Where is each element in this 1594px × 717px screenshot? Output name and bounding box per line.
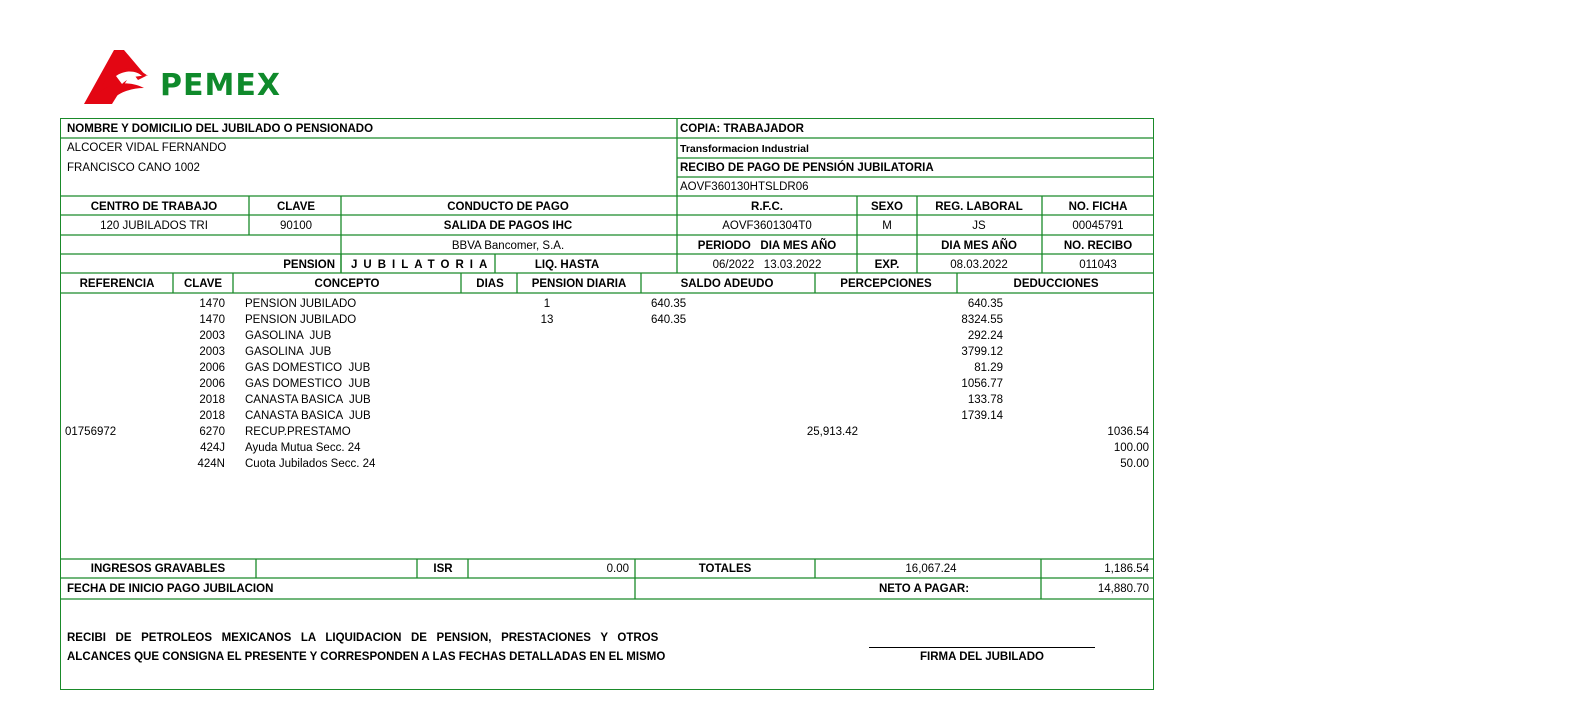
fecha-inicio-label: FECHA DE INICIO PAGO JUBILACION bbox=[67, 583, 274, 595]
copy-label: COPIA: TRABAJADOR bbox=[680, 123, 804, 135]
sexo-value: M bbox=[882, 220, 892, 232]
receipt-statement-line2: ALCANCES QUE CONSIGNA EL PRESENTE Y CORRESPONDEN A LAS FECHAS DETALLADAS EN EL MISMO bbox=[67, 651, 666, 663]
row-4-clave: 2006 bbox=[199, 362, 225, 374]
centro-label: CENTRO DE TRABAJO bbox=[90, 201, 218, 213]
signature-label: FIRMA DEL JUBILADO bbox=[920, 651, 1044, 663]
pensioner-code: AOVF360130HTSLDR06 bbox=[680, 181, 809, 193]
ficha-value: 00045791 bbox=[1072, 220, 1124, 232]
clave-value: 90100 bbox=[280, 220, 312, 232]
receipt-statement-line1: RECIBI DE PETROLEOS MEXICANOS LA LIQUIDACION DE PENSION, PRESTACIONES Y OTROS bbox=[67, 632, 659, 644]
isr-label: ISR bbox=[433, 563, 453, 575]
percepciones-total: 16,067.24 bbox=[905, 563, 957, 575]
col-saldo-adeudo: SALDO ADEUDO bbox=[680, 278, 774, 290]
exp-value: 08.03.2022 bbox=[950, 259, 1008, 271]
row-3-percepcion: 3799.12 bbox=[961, 346, 1003, 358]
rfc-label: R.F.C. bbox=[751, 201, 783, 213]
liq-hasta-label: LIQ. HASTA bbox=[534, 259, 600, 271]
signature-line bbox=[869, 647, 1095, 648]
row-1-pension-diaria: 13 bbox=[540, 314, 554, 326]
row-8-deduccion: 1036.54 bbox=[1107, 426, 1149, 438]
row-4-percepcion: 81.29 bbox=[974, 362, 1003, 374]
col-referencia: REFERENCIA bbox=[79, 278, 155, 290]
row-7-percepcion: 1739.14 bbox=[961, 410, 1003, 422]
organization: Transformacion Industrial bbox=[680, 143, 809, 155]
recibo-value: 011043 bbox=[1079, 259, 1117, 271]
row-3-concepto: GASOLINA JUB bbox=[245, 346, 332, 358]
rfc-value: AOVF3601304T0 bbox=[722, 220, 812, 232]
row-5-concepto: GAS DOMESTICO JUB bbox=[245, 378, 371, 390]
col-clave: CLAVE bbox=[183, 278, 223, 290]
clave-label: CLAVE bbox=[276, 201, 316, 213]
row-9-deduccion: 100.00 bbox=[1113, 442, 1149, 454]
dia-mes-ano-label: DIA MES AÑO bbox=[941, 240, 1017, 252]
row-1-saldo: 640.35 bbox=[651, 314, 687, 326]
pensioner-name: ALCOCER VIDAL FERNANDO bbox=[67, 142, 227, 154]
pemex-logo bbox=[84, 46, 294, 108]
row-8-saldo-adeudo: 25,913.42 bbox=[806, 426, 858, 438]
row-8-concepto: RECUP.PRESTAMO bbox=[245, 426, 351, 438]
pemex-wordmark: PEMEX bbox=[160, 68, 281, 103]
conducto-label: CONDUCTO DE PAGO bbox=[447, 201, 569, 213]
recibo-label: NO. RECIBO bbox=[1063, 240, 1133, 252]
row-0-concepto: PENSION JUBILADO bbox=[245, 298, 357, 310]
row-10-concepto: Cuota Jubilados Secc. 24 bbox=[245, 458, 376, 470]
row-0-clave: 1470 bbox=[199, 298, 225, 310]
isr-value: 0.00 bbox=[606, 563, 629, 575]
row-5-percepcion: 1056.77 bbox=[961, 378, 1003, 390]
row-0-saldo: 640.35 bbox=[651, 298, 687, 310]
receipt-title: RECIBO DE PAGO DE PENSIÓN JUBILATORIA bbox=[680, 162, 934, 174]
pension-label: PENSION bbox=[283, 259, 335, 271]
periodo-label: PERIODO DIA MES AÑO bbox=[697, 240, 837, 252]
row-4-concepto: GAS DOMESTICO JUB bbox=[245, 362, 371, 374]
row-6-clave: 2018 bbox=[199, 394, 225, 406]
neto-a-pagar-label: NETO A PAGAR: bbox=[878, 583, 970, 595]
exp-label: EXP. bbox=[874, 259, 900, 271]
pension-receipt-form bbox=[60, 118, 1154, 690]
row-9-clave: 424J bbox=[200, 442, 225, 454]
row-9-concepto: Ayuda Mutua Secc. 24 bbox=[245, 442, 361, 454]
col-pension-diaria: PENSION DIARIA bbox=[531, 278, 627, 290]
reg-laboral-label: REG. LABORAL bbox=[935, 201, 1023, 213]
row-7-concepto: CANASTA BASICA JUB bbox=[245, 410, 371, 422]
sexo-label: SEXO bbox=[871, 201, 903, 213]
name-address-label: NOMBRE Y DOMICILIO DEL JUBILADO O PENSIONADO bbox=[67, 123, 374, 135]
row-7-clave: 2018 bbox=[199, 410, 225, 422]
row-1-percepcion: 8324.55 bbox=[961, 314, 1003, 326]
col-concepto: CONCEPTO bbox=[314, 278, 380, 290]
row-1-concepto: PENSION JUBILADO bbox=[245, 314, 357, 326]
row-10-deduccion: 50.00 bbox=[1120, 458, 1149, 470]
reg-laboral-value: JS bbox=[972, 220, 986, 232]
row-0-percepcion: 640.35 bbox=[967, 298, 1003, 310]
pemex-emblem-icon bbox=[84, 50, 148, 104]
periodo-value: 06/2022 13.03.2022 bbox=[712, 259, 822, 271]
row-2-concepto: GASOLINA JUB bbox=[245, 330, 332, 342]
deducciones-total: 1,186.54 bbox=[1104, 563, 1149, 575]
row-10-clave: 424N bbox=[197, 458, 225, 470]
row-6-concepto: CANASTA BASICA JUB bbox=[245, 394, 371, 406]
row-8-ref: 01756972 bbox=[65, 426, 117, 438]
row-3-clave: 2003 bbox=[199, 346, 225, 358]
conducto-value: SALIDA DE PAGOS IHC bbox=[443, 220, 573, 232]
row-2-percepcion: 292.24 bbox=[967, 330, 1003, 342]
totales-label: TOTALES bbox=[698, 563, 752, 575]
row-1-clave: 1470 bbox=[199, 314, 225, 326]
row-5-clave: 2006 bbox=[199, 378, 225, 390]
col-deducciones: DEDUCCIONES bbox=[1013, 278, 1099, 290]
pensioner-address: FRANCISCO CANO 1002 bbox=[67, 162, 200, 174]
row-6-percepcion: 133.78 bbox=[967, 394, 1003, 406]
row-2-clave: 2003 bbox=[199, 330, 225, 342]
neto-a-pagar-value: 14,880.70 bbox=[1097, 583, 1149, 595]
centro-value: 120 JUBILADOS TRI bbox=[100, 220, 208, 232]
pension-type: JUBILATORIA bbox=[351, 259, 494, 271]
col-percepciones: PERCEPCIONES bbox=[840, 278, 932, 290]
row-8-clave: 6270 bbox=[199, 426, 225, 438]
col-dias: DIAS bbox=[476, 278, 504, 290]
ficha-label: NO. FICHA bbox=[1068, 201, 1128, 213]
ingresos-gravables-label: INGRESOS GRAVABLES bbox=[90, 563, 226, 575]
bank-name: BBVA Bancomer, S.A. bbox=[451, 240, 565, 252]
row-0-pension-diaria: 1 bbox=[543, 298, 551, 310]
